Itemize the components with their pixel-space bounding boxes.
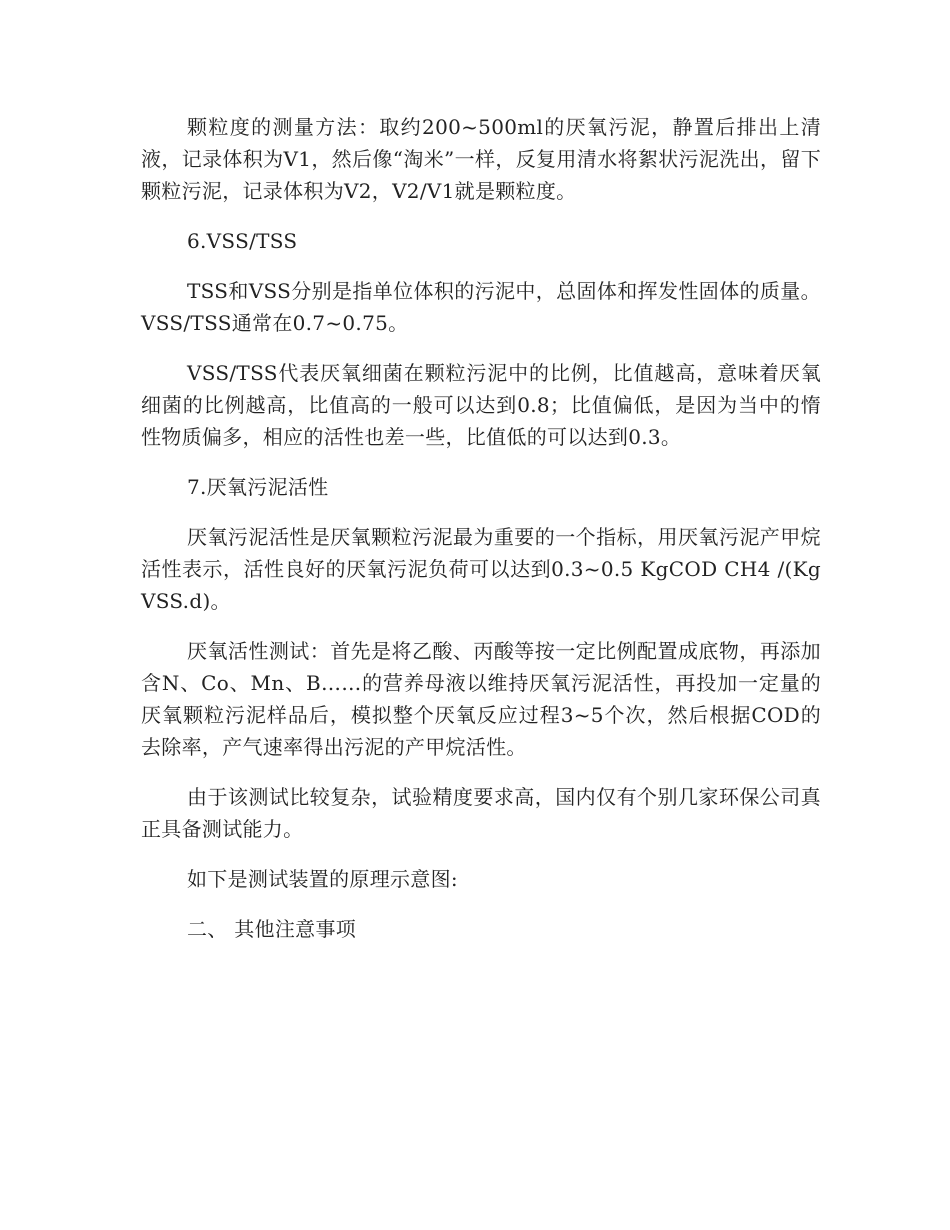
- paragraph-tss-vss-definition: TSS和VSS分别是指单位体积的污泥中，总固体和挥发性固体的质量。 VSS/TSS通常在0.7~0.75。: [141, 279, 821, 335]
- paragraph-test-complexity: 由于该测试比较复杂，试验精度要求高，国内仅有个别几家环保公司真正具备测试能力。: [141, 785, 821, 841]
- document-body: [141, 111, 821, 963]
- paragraph-granularity-method: 颗粒度的测量方法：取约200~500ml的厌氧污泥，静置后排出上清液，记录体积为V1，然后像“淘米”一样，反复用清水将絮状污泥洗出，留下颗粒污泥，记录体积为V2，V2/V1就是颗粒度。: [141, 115, 821, 203]
- section-heading-sludge-activity: 7.厌氧污泥活性: [187, 475, 329, 499]
- paragraph-vss-tss-ratio: VSS/TSS代表厌氧细菌在颗粒污泥中的比例，比值越高，意味着厌氧细菌的比例越高，比值高的一般可以达到0.8；比值偏低，是因为当中的惰性物质偏多，相应的活性也差一些，比值低的可以达到0.3。: [141, 361, 821, 449]
- section-heading-other-notes: 二、 其他注意事项: [187, 917, 357, 941]
- paragraph-sludge-activity: 厌氧污泥活性是厌氧颗粒污泥最为重要的一个指标，用厌氧污泥产甲烷活性表示，活性良好的厌氧污泥负荷可以达到0.3~0.5 KgCOD CH4 /(KgVSS.d)。: [141, 525, 821, 613]
- section-heading-vss-tss: 6.VSS/TSS: [187, 229, 298, 253]
- paragraph-diagram-intro: 如下是测试装置的原理示意图:: [187, 867, 458, 891]
- paragraph-activity-test: 厌氧活性测试：首先是将乙酸、丙酸等按一定比例配置成底物，再添加含N、Co、Mn、B……的营养母液以维持厌氧污泥活性，再投加一定量的厌氧颗粒污泥样品后，模拟整个厌氧反应过程3~5个次，然后根据COD的去除率，产气速率得出污泥的产甲烷活性。: [141, 639, 821, 759]
